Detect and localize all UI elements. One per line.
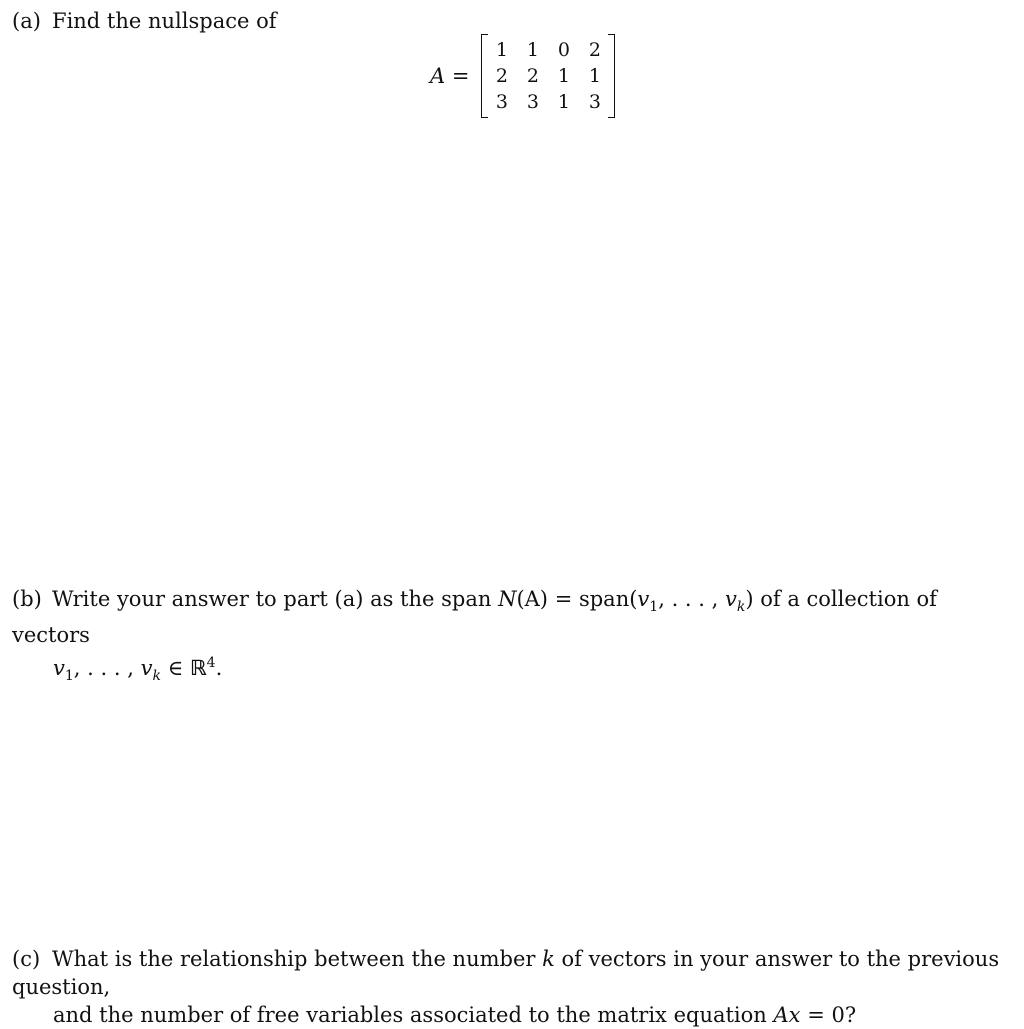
part-b <box>12 585 1002 690</box>
matrix-lhs: A = <box>430 64 470 88</box>
matrix-cell: 2 <box>588 39 601 61</box>
right-bracket <box>608 34 615 118</box>
math-a-arg: (A) <box>516 587 549 611</box>
math-ax: Ax <box>773 1003 801 1027</box>
part-b-line-1: (b) Write your answer to part (a) as the span $N(A) = span(v_1$, . . . , $v_k$) of a collection of vectors <box>12 587 937 648</box>
matrix-cell: 0 <box>557 39 570 61</box>
matrix-cell: 2 <box>526 65 539 87</box>
part-a <box>12 7 277 35</box>
part-b-text-1: Write your answer to part (a) as the span <box>52 587 492 611</box>
matrix-cell: 1 <box>588 65 601 87</box>
matrix-cell: 3 <box>526 91 539 113</box>
math-n: N <box>498 587 517 611</box>
part-b-line-2: $v_1$, . . . , $v_k$ ∈ ℝ$^4$. <box>53 655 223 685</box>
matrix-cell: 1 <box>557 65 570 87</box>
part-c <box>12 945 1002 1029</box>
part-c-line-1: (c) What is the relationship between the number k of vectors in your answer to the previous question, <box>12 947 1000 999</box>
part-c-line-2: and the number of free variables associated to the matrix equation Ax = 0? <box>53 1003 857 1027</box>
matrix-cell: 2 <box>495 65 508 87</box>
matrix-entries <box>486 37 610 115</box>
matrix-cell: 1 <box>557 91 570 113</box>
matrix-cell: 1 <box>526 39 539 61</box>
part-b-label: (b) <box>12 587 42 611</box>
math-span-open: = span( <box>548 587 638 611</box>
matrix-cell: 1 <box>495 39 508 61</box>
math-reals: ℝ <box>189 656 207 681</box>
matrix-cell: 3 <box>588 91 601 113</box>
part-b-text-2: of a collection of vectors <box>12 587 937 648</box>
matrix-cell: 3 <box>495 91 508 113</box>
part-a-text: Find the nullspace of <box>52 9 277 33</box>
matrix-a <box>430 34 615 118</box>
math-k: k <box>542 947 555 971</box>
part-a-label: (a) <box>12 9 41 33</box>
part-c-label: (c) <box>12 947 41 971</box>
